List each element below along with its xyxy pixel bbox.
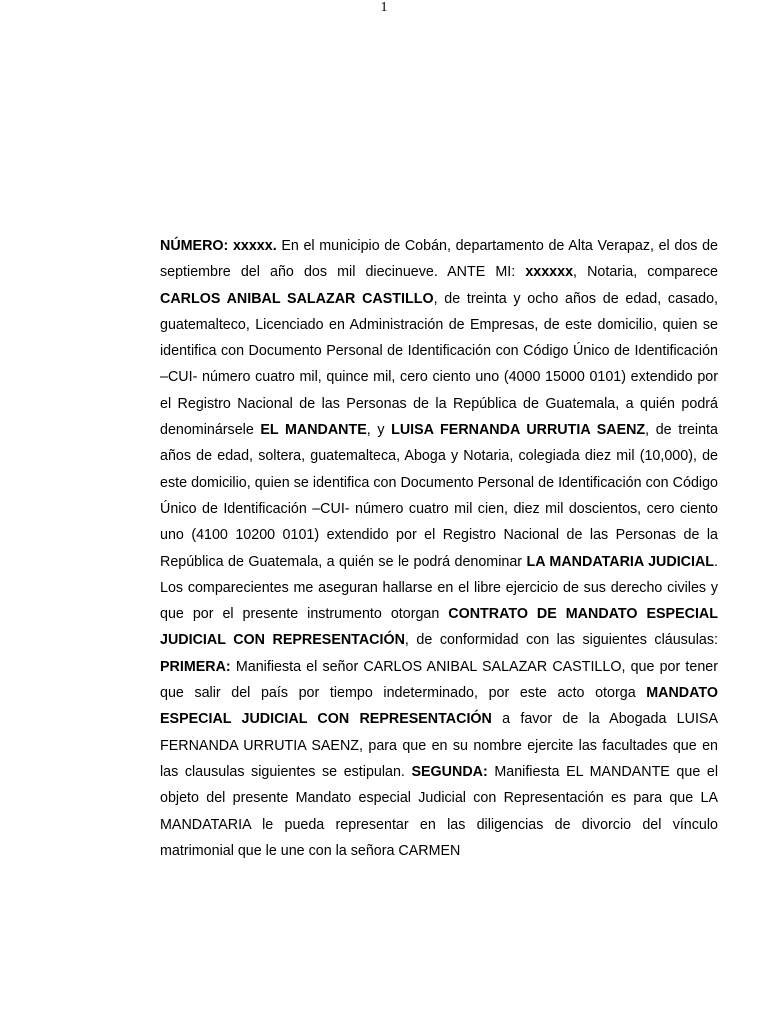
text-run: , Notaria, comparece: [573, 264, 718, 281]
text-run: a favor de la Abogada LUISA FERNANDA URRUTIA SAENZ, para que en su nombre ejercite las facultades que en las clausulas siguientes se estipulan.: [160, 711, 718, 780]
bold-text-run: CARLOS ANIBAL SALAZAR CASTILLO: [160, 290, 434, 307]
bold-text-run: CONTRATO DE MANDATO ESPECIAL JUDICIAL CON REPRESENTACIÓN: [160, 606, 718, 649]
bold-text-run: LA MANDATARIA JUDICIAL: [526, 553, 715, 570]
text-run: . Los comparecientes me aseguran hallarse en el libre ejercicio de sus derecho civiles y que por el presente instrumento otorgan: [160, 553, 719, 623]
text-run: En el municipio de Cobán, departamento de Alta Verapaz, el dos de septiembre del año dos mil diecinueve. ANTE MI:: [160, 238, 718, 281]
bold-text-run: PRIMERA:: [160, 658, 231, 675]
bold-text-run: xxxxxx: [525, 264, 574, 281]
bold-text-run: SEGUNDA:: [411, 763, 488, 780]
text-run: , y: [366, 422, 392, 439]
text-run: , de conformidad con las siguientes cláusulas:: [404, 632, 718, 649]
text-run: Manifiesta el señor CARLOS ANIBAL SALAZAR CASTILLO, que por tener que salir del país por tiempo indeterminado, por este acto otorga: [160, 658, 718, 702]
text-run: , de treinta y ocho años de edad, casado, guatemalteco, Licenciado en Administración de Empresas, de este domicilio, quien se identifica con Documento Personal de Identificación con Código Único de Identificación –CUI- número cuatro mil, quince mil, cero ciento uno (4000 15000 0101) extendido por el Registro Nacional de las Personas de la República de Guatemala, a quién podrá denominársele: [160, 290, 718, 439]
text-run: Manifiesta EL MANDANTE que el objeto del presente Mandato especial Judicial con Representación es para que LA MANDATARIA le pueda representar en las diligencias de divorcio del vínculo matrimonial que le une con la señora CARMEN: [160, 763, 718, 859]
document-body-paragraph: [160, 233, 718, 864]
page-number: 1: [380, 0, 388, 15]
bold-text-run: NÚMERO: xxxxx.: [160, 238, 277, 254]
bold-text-run: LUISA FERNANDA URRUTIA SAENZ: [391, 422, 646, 439]
text-run: , de treinta años de edad, soltera, guatemalteca, Aboga y Notaria, colegiada diez mil (10,000), de este domicilio, quien se identifica con Documento Personal de Identificación con Código Único de Identificación –CUI- número cuatro mil cien, diez mil doscientos, cero ciento uno (4100 10200 0101) extendido por el Registro Nacional de las Personas de la República de Guatemala, a quién se le podrá denominar: [160, 422, 718, 570]
bold-text-run: MANDATO ESPECIAL JUDICIAL CON REPRESENTACIÓN: [160, 685, 718, 728]
bold-text-run: EL MANDANTE: [260, 422, 367, 439]
